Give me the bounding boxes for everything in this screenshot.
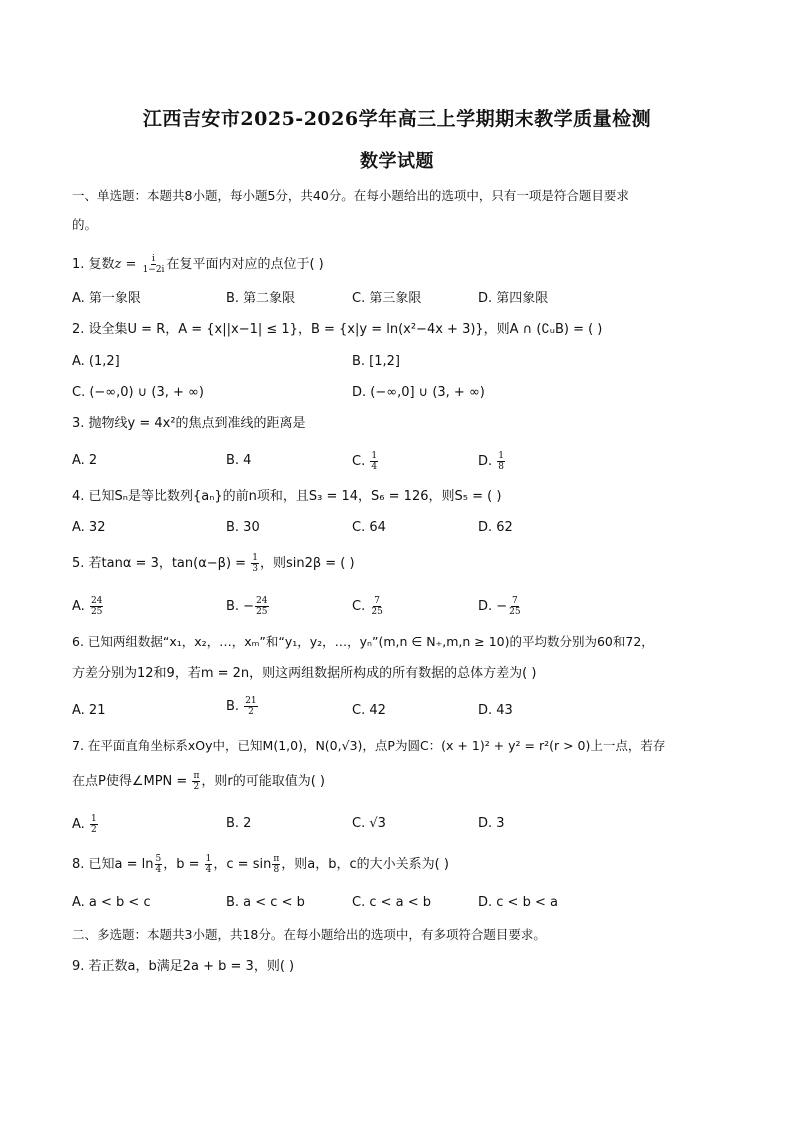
q5a-fraction [90, 596, 103, 617]
q7-option-c: C. √3 [352, 816, 386, 831]
q1-option-d: D. 第四象限 [478, 291, 549, 306]
q5-suffix: ，则sin2β = ( ) [259, 556, 355, 571]
exam-subtitle: 数学试题 [360, 151, 434, 172]
q5a-den: 25 [90, 607, 103, 617]
q7-num: π [193, 771, 200, 781]
q5-option-b [226, 596, 270, 617]
question-6-line-1: 6. 已知两组数据“x₁，x₂，…，xₘ”和“y₁，y₂，…，yₙ”(m,n ∈ N₊,m,n ≥ 10)的平均数分别为60和72， [72, 634, 654, 649]
q8-option-c: C. c < a < b [352, 895, 432, 910]
q5a-num: 24 [90, 596, 103, 606]
q5-num: 1 [252, 553, 258, 563]
q3-option-c [352, 451, 379, 472]
question-1 [72, 254, 732, 275]
q5d-num: 7 [512, 596, 518, 606]
q5c-den: 25 [371, 607, 383, 617]
q8-part-4: ，则a，b，c的大小关系为( ) [281, 857, 449, 872]
q7-suffix: ，则r的可能取值为( ) [201, 774, 325, 789]
q6-option-d: D. 43 [478, 703, 513, 718]
q3d-num: 1 [498, 451, 505, 461]
q1-prefix: 1. 复数 [72, 257, 115, 272]
q5b-label: B. − [226, 599, 255, 614]
q4-option-a: A. 32 [72, 520, 106, 535]
question-7-line-1: 7. 在平面直角坐标系xOy中，已知M(1,0)，N(0,√3)，点P为圆C：(x + 1)² + y² = r²(r > 0)上一点，若存 [72, 738, 666, 753]
q6b-fraction [244, 696, 257, 717]
q1-fraction [142, 254, 166, 275]
q1-frac-den: 1−2i [142, 265, 165, 275]
q7-option-d: D. 3 [478, 816, 505, 831]
q2-option-a: A. (1,2] [72, 354, 120, 369]
q1-option-a: A. 第一象限 [72, 291, 141, 306]
question-2: 2. 设全集U = R，A = {x||x−1| ≤ 1}，B = {x|y = ln(x²−4x + 3)}，则A ∩ (∁ᵤB) = ( ) [72, 322, 603, 337]
q8-option-a: A. a < b < c [72, 895, 151, 910]
q7-option-a [72, 814, 99, 835]
q5c-num: 7 [374, 596, 380, 606]
q3-option-c-fraction [370, 451, 378, 472]
q6b-num: 21 [245, 696, 257, 706]
q7-prefix: 在点P使得∠MPN = [72, 774, 188, 789]
q3-option-c-label: C. [352, 454, 366, 469]
q1-frac-num: i [152, 254, 155, 264]
q3d-den: 8 [498, 462, 505, 472]
section-1-instructions-cont: 的。 [72, 217, 98, 232]
q3c-num: 1 [371, 451, 378, 461]
q8-frac-1 [155, 854, 163, 875]
q8-option-d: D. c < b < a [478, 895, 558, 910]
question-9: 9. 若正数a，b满足2a + b = 3，则( ) [72, 959, 295, 974]
q1-lhs: z = [114, 257, 137, 272]
q8-part-2: ，b = [163, 857, 200, 872]
q6-option-b [226, 696, 259, 717]
q1-option-c: C. 第三象限 [352, 291, 422, 306]
q3-option-d-fraction [497, 451, 505, 472]
q3c-den: 4 [371, 462, 378, 472]
q3-option-a: A. 2 [72, 453, 98, 468]
q5b-num: 24 [256, 596, 268, 606]
q8-f2-num: 1 [205, 854, 212, 864]
exam-title: 江西吉安市2025-2026学年高三上学期期末教学质量检测 [142, 108, 652, 130]
question-6-line-2: 方差分别为12和9，若m = 2n，则这两组数据所构成的所有数据的总体方差为( ) [72, 666, 537, 681]
q7a-fraction [90, 814, 98, 835]
q8-part-3: ，c = sin [213, 857, 272, 872]
section-2-instructions: 二、多选题：本题共3小题，共18分。在每小题给出的选项中，有多项符合题目要求。 [72, 927, 546, 942]
q1-option-b: B. 第二象限 [226, 291, 296, 306]
q5-den: 3 [252, 564, 258, 574]
q5d-label: D. − [478, 599, 508, 614]
q5-option-c [352, 596, 385, 617]
q5-option-a [72, 596, 104, 617]
q5-option-d [478, 596, 523, 617]
q2-option-b: B. [1,2] [352, 354, 401, 369]
q8-f1-den: 4 [155, 865, 162, 875]
question-8 [72, 854, 732, 875]
section-1-instructions: 一、单选题：本题共8小题，每小题5分，共40分。在每小题给出的选项中，只有一项是符合题目要求 [72, 188, 629, 203]
q7a-den: 2 [90, 825, 97, 835]
q7a-label: A. [72, 817, 85, 832]
q3-option-d [478, 451, 506, 472]
q7-option-b: B. 2 [226, 816, 252, 831]
q2-option-c: C. (−∞,0) ∪ (3, + ∞) [72, 385, 204, 400]
q6b-den: 2 [248, 707, 254, 717]
q4-option-c: C. 64 [352, 520, 386, 535]
q8-f2-den: 4 [205, 865, 212, 875]
question-4: 4. 已知Sₙ是等比数列{aₙ}的前n项和，且S₃ = 14，S₆ = 126，则S₅ = ( ) [72, 489, 502, 504]
q3-option-b: B. 4 [226, 453, 252, 468]
q8-f1-num: 5 [155, 854, 162, 864]
q5d-fraction [508, 596, 521, 617]
q5c-label: C. [352, 599, 366, 614]
question-5 [72, 553, 732, 574]
q5d-den: 25 [509, 607, 521, 617]
q8-f3-num: π [273, 854, 280, 864]
q8-option-b: B. a < c < b [226, 895, 305, 910]
q2-option-d: D. (−∞,0] ∪ (3, + ∞) [352, 385, 485, 400]
q1-suffix: 在复平面内对应的点位于( ) [166, 257, 324, 272]
q7-fraction [192, 771, 200, 792]
q5c-fraction [370, 596, 383, 617]
question-3: 3. 抛物线y = 4x²的焦点到准线的距离是 [72, 416, 306, 431]
q4-option-b: B. 30 [226, 520, 260, 535]
q6b-label: B. [226, 699, 240, 714]
q5-prefix: 5. 若tanα = 3，tan(α−β) = [72, 556, 247, 571]
q4-option-d: D. 62 [478, 520, 513, 535]
q5-fraction [251, 553, 259, 574]
question-7-line-2 [72, 771, 732, 792]
q5a-label: A. [72, 599, 85, 614]
q7a-num: 1 [90, 814, 97, 824]
q5b-den: 25 [256, 607, 268, 617]
q8-frac-2 [205, 854, 213, 875]
q8-frac-3 [272, 854, 280, 875]
q6-option-a: A. 21 [72, 703, 106, 718]
q5b-fraction [255, 596, 268, 617]
q3-option-d-label: D. [478, 454, 493, 469]
q6-option-c: C. 42 [352, 703, 386, 718]
q7-den: 2 [193, 782, 200, 792]
q8-f3-den: 8 [273, 865, 280, 875]
q8-part-1: 8. 已知a = ln [72, 857, 154, 872]
